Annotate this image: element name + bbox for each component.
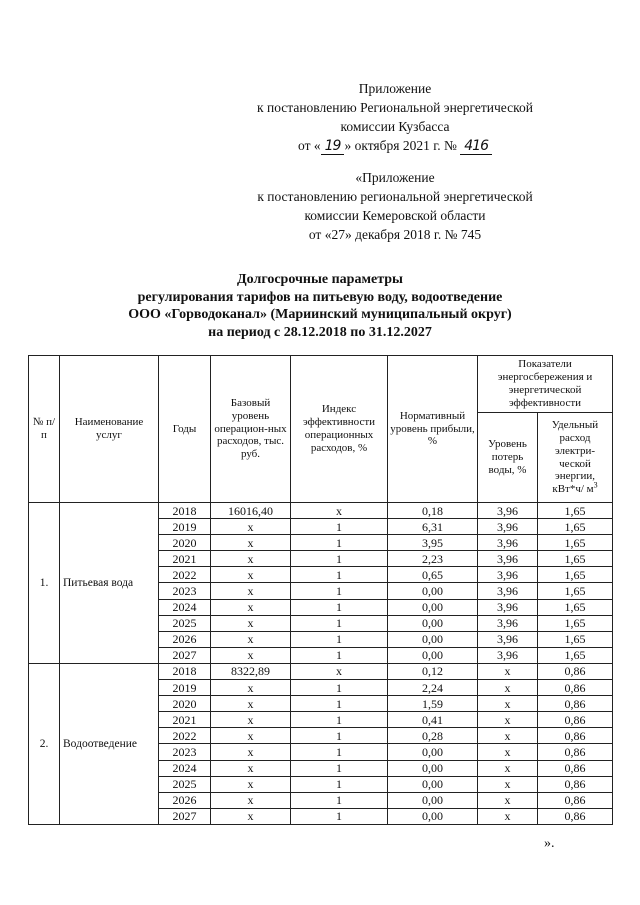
year-cell: 2022 [159, 567, 211, 583]
energy-use-cell: 0,86 [538, 728, 613, 744]
water-loss-cell: х [478, 712, 538, 728]
energy-use-cell: 1,65 [538, 599, 613, 615]
year-cell: 2025 [159, 615, 211, 631]
base-costs-cell: х [211, 696, 291, 712]
col-header-profit-level: Нормативный уровень прибыли, % [388, 356, 478, 503]
base-costs-cell: х [211, 535, 291, 551]
year-cell: 2018 [159, 663, 211, 679]
base-costs-cell: х [211, 647, 291, 663]
water-loss-cell: 3,96 [478, 647, 538, 663]
profit-level-cell: 1,59 [388, 696, 478, 712]
energy-use-cell: 1,65 [538, 551, 613, 567]
col-header-energy-group: Показатели энергосбережения и энергетической эффективности [478, 356, 613, 413]
base-costs-cell: х [211, 551, 291, 567]
year-cell: 2027 [159, 808, 211, 824]
energy-use-cell: 0,86 [538, 808, 613, 824]
water-loss-cell: х [478, 760, 538, 776]
date-prefix: от « [298, 138, 321, 153]
energy-use-cell: 0,86 [538, 744, 613, 760]
efficiency-index-cell: 1 [291, 519, 388, 535]
efficiency-index-cell: 1 [291, 744, 388, 760]
efficiency-index-cell: 1 [291, 808, 388, 824]
efficiency-index-cell: х [291, 503, 388, 519]
base-costs-cell: 16016,40 [211, 503, 291, 519]
appendix-ref-line: комиссии Кузбасса [340, 119, 450, 134]
appendix-title: Приложение [358, 81, 432, 96]
base-costs-cell: х [211, 631, 291, 647]
efficiency-index-cell: 1 [291, 647, 388, 663]
profit-level-cell: 0,00 [388, 808, 478, 824]
water-loss-cell: 3,96 [478, 631, 538, 647]
efficiency-index-cell: 1 [291, 567, 388, 583]
date-middle: » октября 2021 г. № [344, 138, 457, 153]
energy-use-cell: 0,86 [538, 792, 613, 808]
title-line: ООО «Горводоканал» (Мариинский муниципальный округ) [128, 307, 512, 322]
handwritten-day: 19 [321, 138, 345, 155]
profit-level-cell: 0,00 [388, 631, 478, 647]
energy-use-cell: 0,86 [538, 776, 613, 792]
original-ref-line: к постановлению региональной энергетической [257, 189, 533, 204]
base-costs-cell: х [211, 615, 291, 631]
appendix-ref-line: к постановлению Региональной энергетической [257, 100, 533, 115]
water-loss-cell: 3,96 [478, 519, 538, 535]
year-cell: 2019 [159, 680, 211, 696]
profit-level-cell: 2,24 [388, 680, 478, 696]
efficiency-index-cell: 1 [291, 712, 388, 728]
table-body [29, 503, 613, 825]
efficiency-index-cell: 1 [291, 792, 388, 808]
efficiency-index-cell: 1 [291, 535, 388, 551]
energy-use-cell: 1,65 [538, 503, 613, 519]
profit-level-cell: 6,31 [388, 519, 478, 535]
profit-level-cell: 0,00 [388, 792, 478, 808]
water-loss-cell: х [478, 728, 538, 744]
efficiency-index-cell: 1 [291, 631, 388, 647]
title-line: Долгосрочные параметры [237, 272, 403, 287]
base-costs-cell: х [211, 519, 291, 535]
col-header-energy-use [538, 413, 613, 503]
efficiency-index-cell: 1 [291, 551, 388, 567]
base-costs-cell: х [211, 712, 291, 728]
year-cell: 2023 [159, 583, 211, 599]
year-cell: 2022 [159, 728, 211, 744]
original-date-line: от «27» декабря 2018 г. № 745 [308, 227, 482, 242]
service-name-cell: Питьевая вода [60, 503, 159, 664]
year-cell: 2020 [159, 535, 211, 551]
base-costs-cell: х [211, 583, 291, 599]
efficiency-index-cell: 1 [291, 680, 388, 696]
water-loss-cell: х [478, 680, 538, 696]
water-loss-cell: 3,96 [478, 599, 538, 615]
year-cell: 2026 [159, 792, 211, 808]
col-header-years: Годы [159, 356, 211, 503]
energy-use-cell: 1,65 [538, 567, 613, 583]
efficiency-index-cell: 1 [291, 760, 388, 776]
energy-use-cell: 0,86 [538, 712, 613, 728]
year-cell: 2025 [159, 776, 211, 792]
base-costs-cell: х [211, 680, 291, 696]
document-title [80, 271, 560, 341]
water-loss-cell: х [478, 808, 538, 824]
water-loss-cell: х [478, 744, 538, 760]
year-cell: 2021 [159, 712, 211, 728]
base-costs-cell: х [211, 760, 291, 776]
efficiency-index-cell: 1 [291, 599, 388, 615]
base-costs-cell: х [211, 808, 291, 824]
title-line: на период с 28.12.2018 по 31.12.2027 [208, 324, 432, 340]
row-number-cell: 1. [29, 503, 60, 664]
original-appendix-header [230, 168, 560, 244]
efficiency-index-cell: 1 [291, 776, 388, 792]
col-header-base-costs: Базовый уровень операцион-ных расходов, тыс. руб. [211, 356, 291, 503]
efficiency-index-cell: 1 [291, 615, 388, 631]
profit-level-cell: 0,00 [388, 760, 478, 776]
year-cell: 2018 [159, 503, 211, 519]
profit-level-cell: 0,00 [388, 583, 478, 599]
energy-use-cell: 1,65 [538, 535, 613, 551]
efficiency-index-cell: 1 [291, 728, 388, 744]
water-loss-cell: 3,96 [478, 583, 538, 599]
water-loss-cell: х [478, 696, 538, 712]
profit-level-cell: 3,95 [388, 535, 478, 551]
year-cell: 2024 [159, 599, 211, 615]
tariff-parameters-table [28, 355, 613, 825]
energy-use-cell: 0,86 [538, 663, 613, 679]
energy-use-cell: 0,86 [538, 680, 613, 696]
profit-level-cell: 0,41 [388, 712, 478, 728]
service-name-cell: Водоотведение [60, 663, 159, 824]
energy-use-cell: 1,65 [538, 631, 613, 647]
year-cell: 2020 [159, 696, 211, 712]
closing-mark: ». [544, 836, 555, 851]
water-loss-cell: 3,96 [478, 615, 538, 631]
base-costs-cell: х [211, 744, 291, 760]
efficiency-index-cell: 1 [291, 583, 388, 599]
base-costs-cell: х [211, 792, 291, 808]
profit-level-cell: 0,65 [388, 567, 478, 583]
energy-use-cell: 0,86 [538, 696, 613, 712]
energy-use-label: Удельный расход электри-ческой энергии, кВт*ч/ м [551, 419, 599, 496]
row-number-cell: 2. [29, 663, 60, 824]
profit-level-cell: 2,23 [388, 551, 478, 567]
cubic-superscript: 3 [593, 480, 598, 490]
year-cell: 2024 [159, 760, 211, 776]
efficiency-index-cell: 1 [291, 696, 388, 712]
energy-use-cell: 0,86 [538, 760, 613, 776]
col-header-num: № п/п [29, 356, 60, 503]
year-cell: 2027 [159, 647, 211, 663]
table-row [29, 503, 613, 519]
original-appendix-title: «Приложение [355, 170, 435, 185]
water-loss-cell: х [478, 792, 538, 808]
profit-level-cell: 0,18 [388, 503, 478, 519]
col-header-service: Наименование услуг [60, 356, 159, 503]
energy-use-cell: 1,65 [538, 583, 613, 599]
water-loss-cell: х [478, 663, 538, 679]
year-cell: 2019 [159, 519, 211, 535]
col-header-efficiency-index: Индекс эффективности операционных расходов, % [291, 356, 388, 503]
profit-level-cell: 0,00 [388, 615, 478, 631]
title-line: регулирования тарифов на питьевую воду, водоотведение [137, 289, 503, 305]
handwritten-number: 416 [460, 138, 492, 155]
base-costs-cell: х [211, 776, 291, 792]
water-loss-cell: 3,96 [478, 551, 538, 567]
water-loss-cell: х [478, 776, 538, 792]
base-costs-cell: х [211, 567, 291, 583]
efficiency-index-cell: х [291, 663, 388, 679]
water-loss-cell: 3,96 [478, 503, 538, 519]
energy-use-cell: 1,65 [538, 519, 613, 535]
appendix-date-line [230, 136, 560, 156]
energy-use-cell: 1,65 [538, 647, 613, 663]
base-costs-cell: х [211, 728, 291, 744]
profit-level-cell: 0,12 [388, 663, 478, 679]
col-header-water-loss: Уровень потерь воды, % [478, 413, 538, 503]
year-cell: 2023 [159, 744, 211, 760]
water-loss-cell: 3,96 [478, 567, 538, 583]
base-costs-cell: х [211, 599, 291, 615]
year-cell: 2021 [159, 551, 211, 567]
table-row [29, 663, 613, 679]
profit-level-cell: 0,00 [388, 647, 478, 663]
energy-use-cell: 1,65 [538, 615, 613, 631]
year-cell: 2026 [159, 631, 211, 647]
profit-level-cell: 0,00 [388, 599, 478, 615]
profit-level-cell: 0,00 [388, 776, 478, 792]
water-loss-cell: 3,96 [478, 535, 538, 551]
original-ref-line: комиссии Кемеровской области [304, 208, 486, 223]
base-costs-cell: 8322,89 [211, 663, 291, 679]
profit-level-cell: 0,00 [388, 744, 478, 760]
appendix-header [230, 79, 560, 156]
profit-level-cell: 0,28 [388, 728, 478, 744]
